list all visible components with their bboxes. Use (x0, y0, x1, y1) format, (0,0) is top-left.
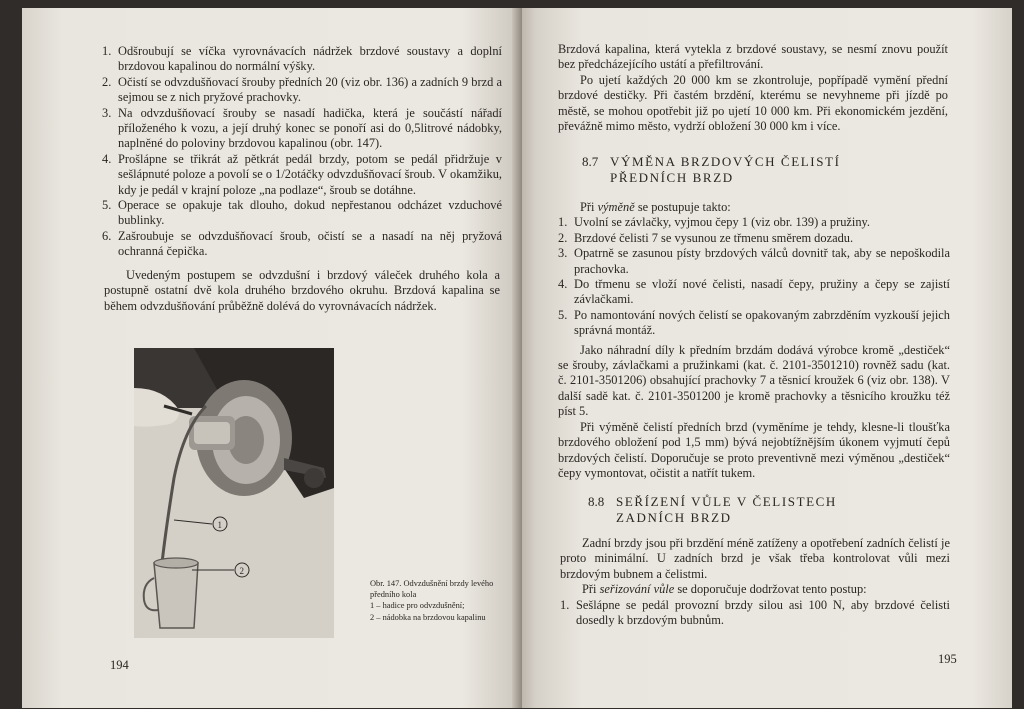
step-number: 4. (558, 277, 568, 292)
section-8-8-body (560, 536, 950, 628)
s87-paragraph-1: Jako náhradní díly k předním brzdám dodává výrobce kromě „destiček“ se šrouby, závlačkami a pružinkami (kat. č. 2101-3501210) rovněž sadu (kat. č. 2101-3501206) obsahující prachovky 7 a těsnicí kroužek 6 (viz obr. 138). V další sadě kat. č. 2101-3501200 je kromě prachovky a těsnicího kroužku též píst 5. (558, 342, 950, 419)
step-text: Brzdové čelisti 7 se vysunou ze třmenu směrem dozadu. (574, 230, 854, 245)
step-item (102, 44, 502, 75)
step-number: 2. (558, 230, 568, 245)
page-number-left: 194 (110, 658, 129, 672)
step-item (558, 231, 950, 246)
step-item (102, 229, 502, 260)
intro-paragraph-2: Po ujetí každých 20 000 km se zkontroluje, popřípadě vymění přední brzdové destičky. Při častém brzdění, kterému se nevyhneme při jízdě po městě, se mohou opotřebit již po ujetí 10 000 km. Při ekonomickém jezdění, převážně mimo město, vydrží obložení 30 000 km i více. (558, 72, 948, 134)
figure-147-photo (134, 348, 334, 638)
step-item (558, 246, 950, 277)
step-number: 6. (102, 228, 112, 243)
step-text: Uvolní se závlačky, vyjmou čepy 1 (viz obr. 139) a pružiny. (574, 215, 871, 230)
callout-2: 2 (239, 566, 244, 576)
s87-lead-em: výměně (597, 200, 635, 214)
step-text: Do třmenu se vloží nové čelisti, nasadí čepy, pružiny a čepy se zajistí závlačkami. (574, 277, 950, 307)
section-8-8-number: 8.8 (588, 494, 605, 509)
section-8-8-title-line1: SEŘÍZENÍ VŮLE V ČELISTECH (616, 494, 837, 509)
step-item (558, 277, 950, 308)
section-8-7-number: 8.7 (582, 154, 599, 169)
callout-1: 1 (217, 520, 222, 530)
step-number: 1. (558, 215, 568, 230)
caption-item-2: 2 – nádobka na brzdovou kapalinu (370, 612, 486, 622)
step-number: 4. (102, 151, 112, 166)
step-item (102, 75, 502, 106)
figure-caption (370, 578, 502, 623)
s87-paragraph-2: Při výměně čelistí předních brzd (vyměníme je tehdy, klesne-li tloušťka brzdového obložení pod 1,5 mm) bývá nejobtížnějším úkonem vyjmutí čepů brzdových čelistí. Doporučuje se proto preventivně mezi výměnou „destiček“ čepy vymontovat, očistit a natřít tukem. (558, 419, 950, 480)
step-item (558, 215, 950, 230)
s88-lead-em: seřizování vůle (599, 582, 675, 597)
page-number-right: 195 (938, 652, 957, 666)
brake-bleeding-illustration (134, 348, 334, 638)
section-8-8-title-line2: ZADNÍCH BRZD (616, 510, 732, 525)
step-text: Operace se opakuje tak dlouho, dokud nepřestanou odcházet vzduchové bublinky. (118, 198, 502, 228)
step-text: Na odvzdušňovací šrouby se nasadí hadička, která je součástí nářadí příloženého k vozu, a její druhý konec se ponoří asi do 0,5litrové nádobky, naplněné do poloviny brzdovou kapalinou (obr. 147). (118, 105, 502, 151)
s88-lead-b: se doporučuje dodržovat tento postup: (674, 582, 867, 597)
bleeding-paragraph (104, 268, 500, 314)
caption-title: Obr. 147. Odvzdušnění brzdy levého předního kola (370, 579, 494, 600)
step-text: Odšroubují se víčka vyrovnávacích nádržek brzdové soustavy a doplní brzdovou kapalinou do normální výšky. (118, 44, 502, 74)
step-item (560, 598, 950, 629)
caption-item-1: 1 – hadice pro odvzdušnění; (370, 601, 465, 611)
bleeding-note: Uvedeným postupem se odvzdušní i brzdový váleček druhého kola a postupně ostatní dvě kola druhého brzdového okruhu. Brzdová kapalina se během odvzdušňování průběžně dolévá do vyrovnávacích nádržek. (104, 268, 500, 313)
step-number: 2. (102, 74, 112, 89)
step-text: Po namontování nových čelistí se opakovaným zabrzděním vyzkouší jejich správná montáž. (574, 307, 950, 338)
step-number: 3. (102, 105, 112, 120)
fluid-note (558, 42, 948, 134)
step-number: 1. (102, 44, 112, 58)
step-item (102, 106, 502, 152)
bleeding-steps-list (102, 44, 502, 260)
step-text: Sešlápne se pedál provozní brzdy silou asi 100 N, aby brzdové čelisti dosedly k brzdovým bubnům. (576, 597, 950, 628)
s88-steps-list (560, 598, 950, 629)
step-text: Zašroubuje se odvzdušňovací šroub, očistí se a nasadí na něj pryžová ochranná čepička. (118, 228, 502, 259)
step-number: 1. (560, 597, 570, 612)
s87-lead-b: se postupuje takto: (634, 200, 731, 214)
intro-paragraph-1: Brzdová kapalina, která vytekla z brzdové soustavy, se nesmí znovu použít bez předcházejícího ustátí a přefiltrování. (558, 42, 948, 72)
step-number: 5. (558, 307, 568, 322)
s88-lead-a: Při (582, 582, 600, 597)
step-text: Očistí se odvzdušňovací šrouby předních 20 (viz obr. 136) a zadních 9 brzd a sejmou se z nich pryžové prachovky. (118, 74, 502, 105)
step-item (102, 152, 502, 198)
step-number: 3. (558, 246, 568, 261)
s87-steps-list (558, 215, 950, 338)
step-item (558, 308, 950, 339)
section-8-7-body (558, 200, 950, 481)
left-page (22, 8, 522, 708)
s88-paragraph: Zadní brzdy jsou při brzdění méně zatíženy a opotřebení zadních čelistí je proto minimální. U zadních brzd je však třeba kontrolovat vůli mezi brzdovým bubnem a čelistmi. (560, 536, 950, 581)
section-8-7-title-line2: PŘEDNÍCH BRZD (610, 170, 734, 185)
bleeding-steps (102, 44, 502, 260)
section-8-7-heading (582, 154, 841, 186)
s87-lead-a: Při (580, 200, 598, 214)
step-text: Opatrně se zasunou písty brzdových válců dovnitř tak, aby se nepoškodila prachovka. (574, 246, 950, 276)
section-8-7-title-line1: VÝMĚNA BRZDOVÝCH ČELISTÍ (610, 154, 841, 169)
s87-lead (558, 200, 950, 215)
right-page (522, 8, 1012, 708)
step-text: Prošlápne se třikrát až pětkrát pedál brzdy, potom se pedál přidržuje v sešlápnuté poloze a povolí se o 1/2otáčky odvzdušňovací šroub. V okamžiku, kdy je pedál v krajní poloze „na podlaze“, šroub se dotáhne. (118, 151, 502, 197)
step-item (102, 198, 502, 229)
step-number: 5. (102, 198, 112, 213)
section-8-8-heading (588, 494, 837, 526)
s88-lead (560, 582, 950, 597)
